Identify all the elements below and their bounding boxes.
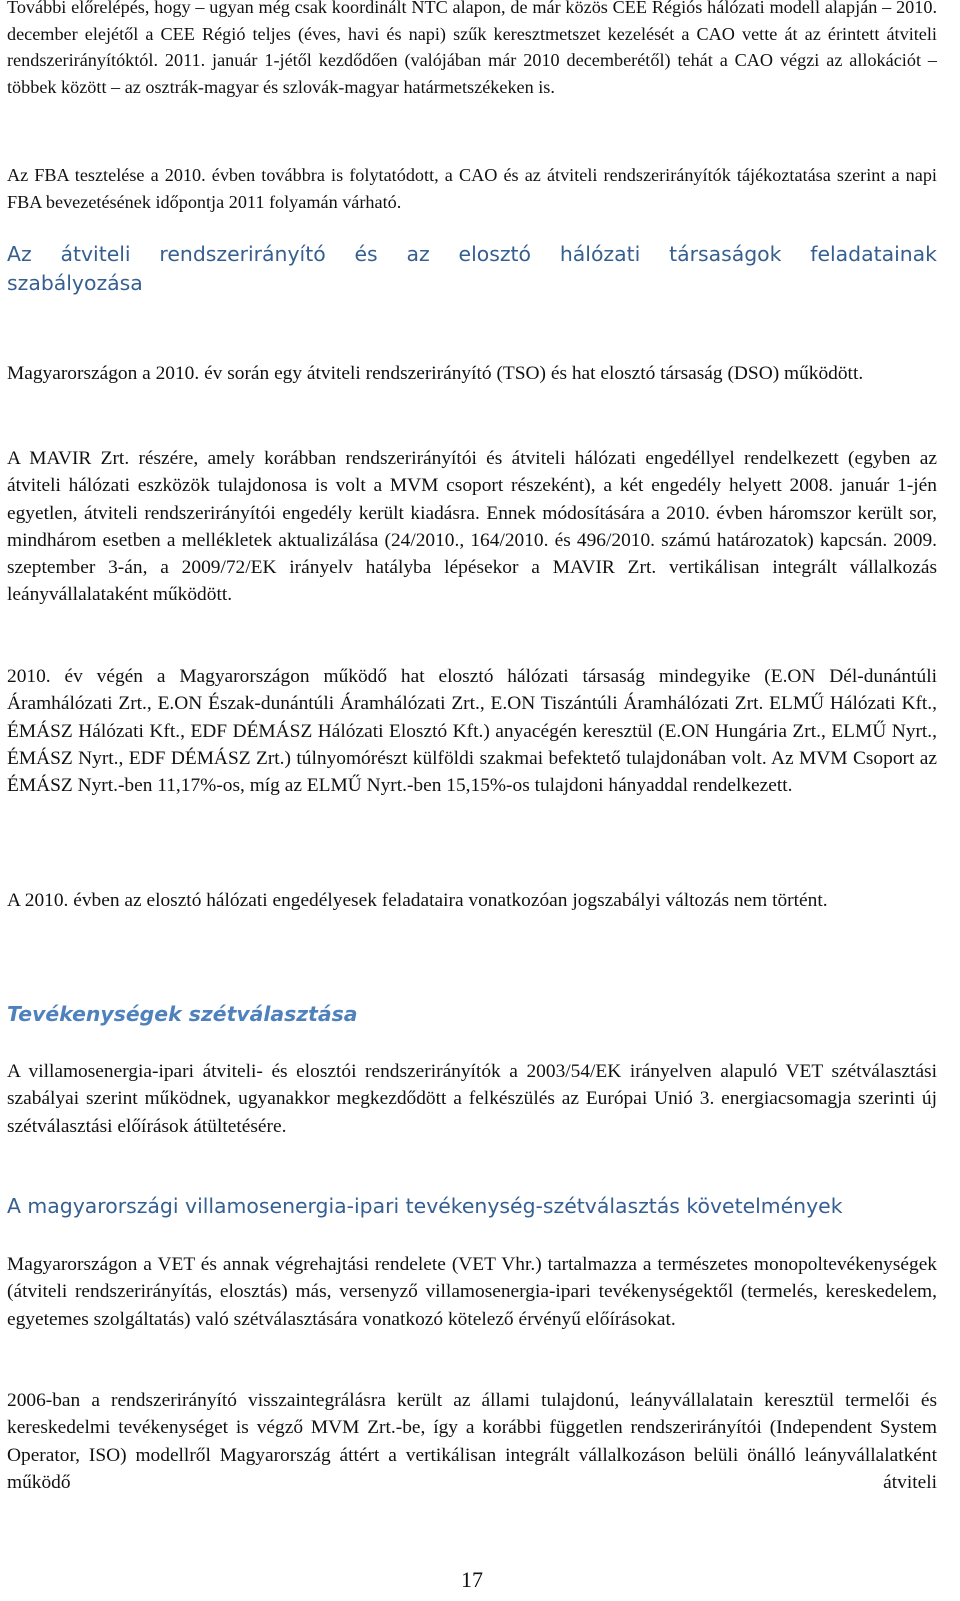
paragraph-vet-requirements: Magyarországon a VET és annak végrehajtási rendelete (VET Vhr.) tartalmazza a természetes monopoltevékenységek (átviteli rendszerirányítás, elosztás) más, versenyző villamosenergia-ipari tevékenységektől (termelés, kereskedelem, egyetemes szolgáltatás) való szétválasztására vonatkozó kötelező érvényű előírásokat. <box>7 1254 937 1330</box>
paragraph-tso-dso-count: Magyarországon a 2010. év során egy átviteli rendszerirányító (TSO) és hat elosztó társaság (DSO) működött. <box>7 363 864 384</box>
paragraph-no-legal-change: A 2010. évben az elosztó hálózati engedélyesek feladataira vonatkozóan jogszabályi változás nem történt. <box>7 890 828 911</box>
heading-hungarian-unbundling-requirements: A magyarországi villamosenergia-ipari tevékenység-szétválasztás követelmények <box>7 1194 843 1218</box>
paragraph-fba-testing: Az FBA tesztelése a 2010. évben továbbra is folytatódott, a CAO és az átviteli rendszerirányítók tájékoztatása szerint a napi FBA bevezetésének időpontja 2011 folyamán várható. <box>7 165 937 212</box>
page-number: 17 <box>461 1567 483 1592</box>
paragraph-unbundling-rules: A villamosenergia-ipari átviteli- és elosztói rendszerirányítók a 2003/54/EK irányelven alapuló VET szétválasztási szabályai szerint működnek, ugyanakkor megkezdődött a felkészülés az Európai Unió 3. energiacsomagja szerinti új szétválasztási előírások átültetésére. <box>7 1061 937 1137</box>
paragraph-cee-region: További előrelépés, hogy – ugyan még csak koordinált NTC alapon, de már közös CEE Régiós hálózati modell alapján – 2010. december elejétől a CEE Régió teljes (éves, havi és napi) szűk keresztmetszet kezelését a CAO vette át az érintett átviteli rendszerirányítóktól. 2011. január 1-jétől kezdődően (valójában már 2010 decemberétől) tehát a CAO végzi az allokációt – többek között – az osztrák-magyar és szlovák-magyar határmetszékeken is. <box>7 0 937 97</box>
paragraph-mavir: A MAVIR Zrt. részére, amely korábban rendszerirányítói és átviteli hálózati engedéllyel rendelkezett (egyben az átviteli hálózati eszközök tulajdonosa is volt a MVM csoport részeként), a két engedély helyett 2008. január 1-jén egyetlen, átviteli rendszerirányítói engedély került kiadásra. Ennek módosítására a 2010. évben háromszor került sor, mindhárom esetben a mellékletek aktualizálása (24/2010., 164/2010. és 496/2010. számú határozatok) kapcsán. 2009. szeptember 3-án, a 2009/72/EK irányelv hatályba lépésekor a MAVIR Zrt. vertikálisan integrált vállalkozás leányvállalataként működött. <box>7 448 937 606</box>
paragraph-distribution-companies: 2010. év végén a Magyarországon működő hat elosztó hálózati társaság mindegyike (E.ON Dél-dunántúli Áramhálózati Zrt., E.ON Észak-dunántúli Áramhálózati Zrt., E.ON Tiszántúli Áramhálózati Zrt. ELMŰ Hálózati Kft., ÉMÁSZ Hálózati Kft., EDF DÉMÁSZ Hálózati Elosztó Kft.) anyacégén keresztül (E.ON Hungária Zrt., ELMŰ Nyrt., ÉMÁSZ Nyrt., EDF DÉMÁSZ Zrt.) túlnyomórészt külföldi szakmai befektető tulajdonában volt. Az MVM Csoport az ÉMÁSZ Nyrt.-ben 11,17%-os, míg az ELMŰ Nyrt.-ben 15,15%-os tulajdoni hányaddal rendelkezett. <box>7 666 937 797</box>
heading-unbundling: Tevékenységek szétválasztása <box>7 1002 358 1026</box>
document-page <box>7 0 937 1601</box>
heading-tso-dso-regulation: Az átviteli rendszerirányító és az elosztó hálózati társaságok feladatainak szabályozása <box>7 242 937 295</box>
paragraph-reintegration-2006: 2006-ban a rendszerirányító visszaintegrálásra került az állami tulajdonú, leányvállalatain keresztül termelői és kereskedelmi tevékenységet is végző MVM Zrt.-be, így a korábbi független rendszerirányítói (Independent System Operator, ISO) modellről Magyarország áttért a vertikálisan integrált vállalkozáson belüli önálló leányvállalatként működő átviteli <box>7 1390 937 1493</box>
